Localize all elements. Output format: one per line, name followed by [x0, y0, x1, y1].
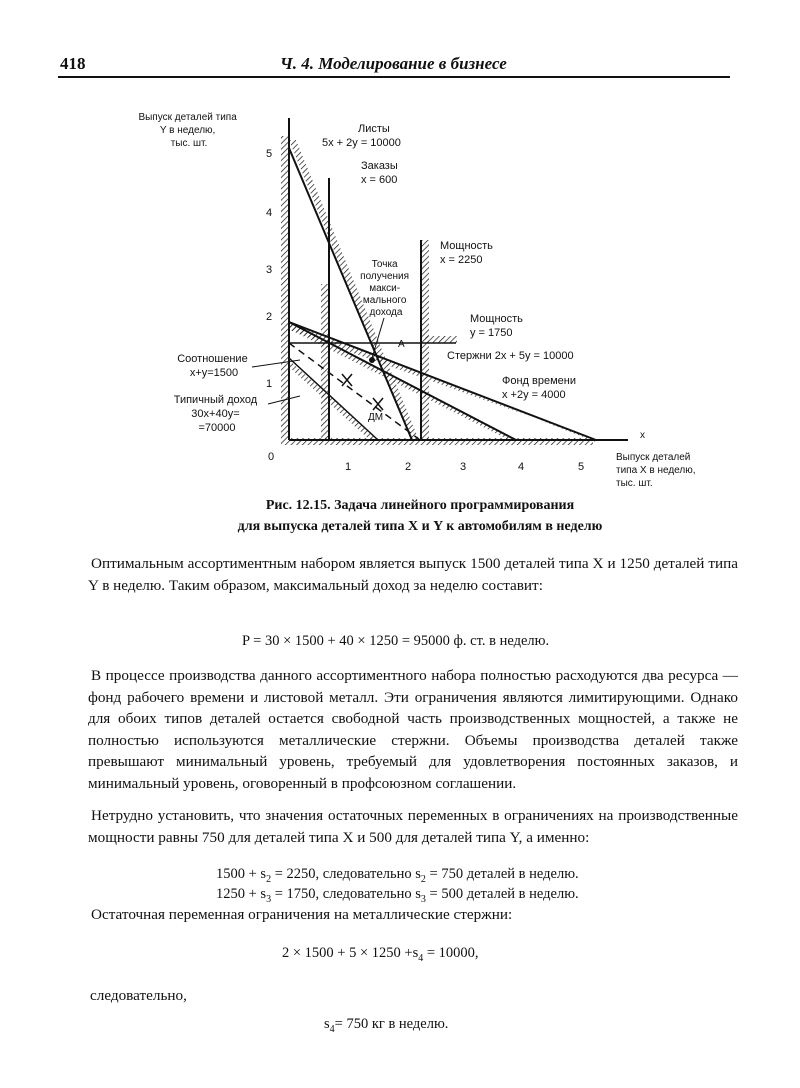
paragraph-therefore: следовательно,	[90, 987, 187, 1004]
hatch-orders	[321, 284, 329, 440]
label-time: Фонд времени x +2y = 4000	[502, 375, 577, 401]
y-axis-label: Выпуск деталей типа Y в неделю, тыс. шт.	[138, 112, 237, 149]
x-tick-label: 2	[405, 461, 412, 473]
label-rods: Стержни 2x + 5y = 10000	[447, 350, 574, 362]
label-point-a: A	[398, 339, 405, 350]
figure-caption-line2: для выпуска деталей типа X и Y к автомобилям в неделю	[237, 519, 603, 534]
line-sheets	[289, 148, 412, 440]
label-region: ДМ	[368, 412, 384, 423]
page-number: 418	[60, 54, 86, 73]
x-tick-label: 3	[460, 461, 467, 473]
hatch-capacity-y	[425, 336, 457, 343]
equation-slack-s2: $1500 + s_2 = 2250$, следовательно $s_2 = 750$ деталей в неделю.	[216, 866, 579, 885]
label-sheets: Листы 5x + 2y = 10000	[322, 123, 401, 149]
line-ratio	[289, 358, 378, 440]
equation-rods: $2 \times 1500 + 5 \times 1250 +s_4 = 10000$,	[282, 945, 479, 964]
running-title: Ч. 4. Моделирование в бизнесе	[280, 54, 507, 73]
x-axis-var: x	[640, 430, 645, 441]
y-tick-label: 5	[266, 148, 273, 160]
equation-income: P = 30 × 1500 + 40 × 1250 = 95000 ф. ст. в неделю.	[242, 633, 550, 649]
y-tick-label: 2	[266, 311, 273, 323]
x-axis-label: Выпуск деталей типа X в неделю, тыс. шт.	[616, 452, 696, 489]
paragraph-optimal-set: Оптимальным ассортиментным набором является выпуск 1500 деталей типа X и 1250 деталей типа Y в неделю. Таким образом, максимальный доход за неделю составит:	[88, 555, 738, 594]
x-tick-label: 1	[345, 461, 352, 473]
y-tick-label: 1	[266, 378, 273, 390]
label-typical-income: Типичный доход 30x+40y= =70000	[173, 394, 258, 434]
x-tick-label: 4	[518, 461, 525, 473]
linear-programming-figure	[0, 0, 800, 510]
label-capacity-y: Мощность y = 1750	[470, 313, 523, 339]
paragraph-resources: В процессе производства данного ассортиментного набора полностью расходуются два ресурса — фонд рабочего времени и листовой металл. Эти ограничения являются лимитирующими. Однако для обоих типов деталей остается свободной часть производственных мощностей, а также не полностью используются металлические стержни. Объемы производства деталей также превышают минимальный уровень, требуемый для удовлетворения постоянных заказов, и минимальный уровень, оговоренный в профсоюзном соглашении.	[88, 667, 738, 792]
label-optimum: Точка получения макси- мального дохода	[360, 259, 410, 318]
label-ratio: Соотношение x+y=1500	[177, 353, 248, 379]
paragraph-slack: Нетрудно установить, что значения остаточных переменных в ограничениях на производственные мощности равны 750 для деталей типа X и 500 для деталей типа Y, а именно:	[88, 807, 738, 846]
paragraph-rods-slack: Остаточная переменная ограничения на металлические стержни:	[91, 906, 513, 923]
figure-caption-line1: Рис. 12.15. Задача линейного программирования	[265, 498, 575, 513]
label-orders: Заказы x = 600	[361, 160, 398, 186]
equation-slack-s3: $1250 + s_3 = 1750$, следовательно $s_3 = 500$ деталей в неделю.	[216, 886, 579, 905]
y-tick-label: 4	[266, 207, 273, 219]
x-tick-label: 5	[578, 461, 585, 473]
equation-s4: $s_4= 750$ кг в неделю.	[324, 1016, 449, 1035]
label-capacity-x: Мощность x = 2250	[440, 240, 493, 266]
origin-label: 0	[268, 451, 275, 463]
y-tick-label: 3	[266, 264, 273, 276]
hatch-y-axis	[281, 136, 289, 438]
cross-marker	[342, 374, 352, 386]
